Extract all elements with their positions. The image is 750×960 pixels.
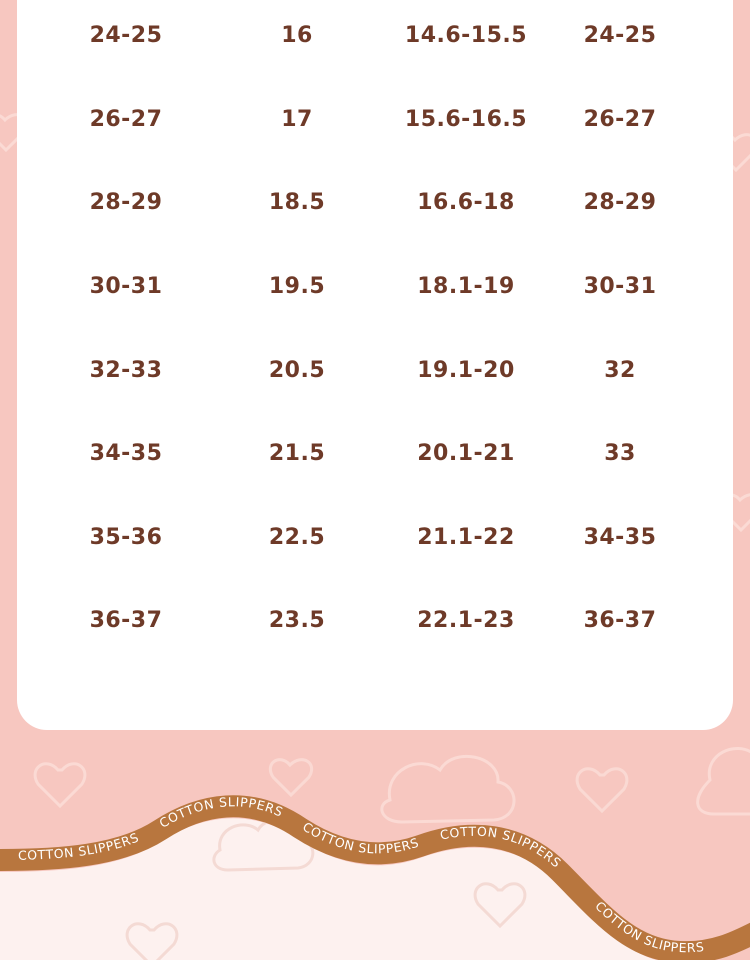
table-cell: 35-36 bbox=[89, 525, 163, 550]
table-cell: 30-31 bbox=[89, 274, 163, 299]
table-cell: 32 bbox=[604, 358, 636, 383]
table-cell: 26-27 bbox=[583, 107, 657, 132]
table-cell: 14.6-15.5 bbox=[404, 23, 528, 48]
table-cell: 18.5 bbox=[268, 190, 326, 215]
table-row bbox=[0, 351, 750, 391]
cotton-slippers-ribbon bbox=[0, 780, 750, 960]
table-row bbox=[0, 601, 750, 641]
table-cell: 22.5 bbox=[268, 525, 326, 550]
table-row bbox=[0, 100, 750, 140]
table-row bbox=[0, 267, 750, 307]
table-cell: 28-29 bbox=[583, 190, 657, 215]
ribbon-text-4: COTTON SLIPPERS bbox=[438, 823, 565, 871]
table-cell: 28-29 bbox=[89, 190, 163, 215]
ribbon-text-2: COTTON SLIPPERS bbox=[156, 794, 286, 831]
table-cell: 22.1-23 bbox=[417, 608, 515, 633]
table-cell: 19.1-20 bbox=[417, 358, 515, 383]
ribbon-text-1: COTTON SLIPPERS bbox=[17, 829, 142, 863]
table-cell: 33 bbox=[604, 441, 636, 466]
table-cell: 32-33 bbox=[89, 358, 163, 383]
table-row bbox=[0, 183, 750, 223]
table-cell: 36-37 bbox=[583, 608, 657, 633]
table-row bbox=[0, 434, 750, 474]
table-cell: 15.6-16.5 bbox=[404, 107, 528, 132]
table-cell: 26-27 bbox=[89, 107, 163, 132]
table-cell: 36-37 bbox=[89, 608, 163, 633]
table-cell: 24-25 bbox=[89, 23, 163, 48]
table-cell: 19.5 bbox=[268, 274, 326, 299]
ribbon-text-3: COTTON SLIPPERS bbox=[300, 818, 421, 857]
table-cell: 21.1-22 bbox=[417, 525, 515, 550]
table-cell: 21.5 bbox=[268, 441, 326, 466]
table-cell: 34-35 bbox=[89, 441, 163, 466]
table-cell: 23.5 bbox=[268, 608, 326, 633]
table-row bbox=[0, 16, 750, 56]
table-cell: 30-31 bbox=[583, 274, 657, 299]
table-row bbox=[0, 518, 750, 558]
table-cell: 20.5 bbox=[268, 358, 326, 383]
ribbon-text-5: COTTON SLIPPERS bbox=[592, 898, 706, 956]
table-cell: 20.1-21 bbox=[417, 441, 515, 466]
table-cell: 24-25 bbox=[583, 23, 657, 48]
table-cell: 16.6-18 bbox=[417, 190, 515, 215]
table-cell: 16 bbox=[281, 23, 313, 48]
table-cell: 34-35 bbox=[583, 525, 657, 550]
table-cell: 18.1-19 bbox=[417, 274, 515, 299]
table-cell: 17 bbox=[281, 107, 313, 132]
